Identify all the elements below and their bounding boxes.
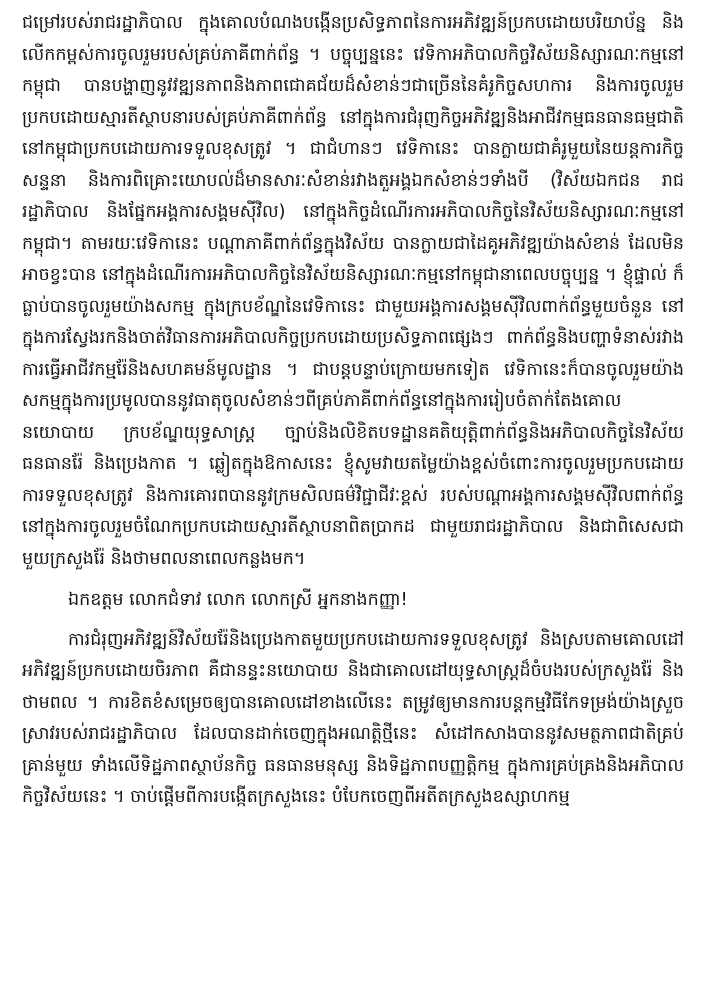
salutation-line: ឯកឧត្តម លោកជំទាវ លោក លោកស្រី អ្នកនាងកញ្ញា! [68, 590, 408, 610]
body-paragraph-2: ការជំរុញអភិវឌ្ឍន៍វិស័យរ៉ែនិងប្រេងកាតមួយប្រកបដោយការទទួលខុសត្រូវ និងស្របតាមគោលដៅអភិវឌ្ឍន៍ប្រកបដោយចិរភាព គឺជានន្ទះនយោបាយ និងជាគោលដៅយុទ្ធសាស្ត្រដ៏ចំបងរបស់ក្រសួងរ៉ែ និងថាមពល ។ ការខិតខំសម្រេចឲ្យបានគោលដៅខាងលើនេះ តម្រូវឲ្យមានការបន្តកម្មវិធីកែទម្រង់យ៉ាងស្រួចស្រាវរបស់រាជរដ្ឋាភិបាល ដែលបានដាក់ចេញក្នុងអណត្តិថ្មីនេះ សំដៅកសាងបាននូវសមត្ថភាពជាតិគ្រប់គ្រាន់មួយ ទាំងលើទិដ្ឋភាពស្ថាប័នកិច្ច ធនធានមនុស្ស និងទិដ្ឋភាពបញ្ញត្តិកម្ម ក្នុងការគ្រប់គ្រងនិងអភិបាលកិច្ចវិស័យនេះ ។ ចាប់ផ្តើមពីការបង្កើតក្រសួងនេះ បំបែកចេញពីអតីតក្រសួងឧស្សាហកម្ម [22, 629, 684, 807]
body-paragraph-1: ជម្រៅរបស់រាជរដ្ឋាភិបាល ក្នុងគោលបំណងបង្កើនប្រសិទ្ធភាពនៃការអភិវឌ្ឍន៍ប្រកបដោយបរិយាប័ន្ន និងលើកកម្ពស់ការចូលរួមរបស់គ្រប់ភាគីពាក់ព័ន្ធ ។ បច្ចុប្បន្ននេះ វេទិកាអភិបាលកិច្ចវិស័យនិស្សារណៈកម្មនៅកម្ពុជា បានបង្ហាញនូវវឌ្ឍនភាពនិងភាពជោគជ័យដ៏សំខាន់ៗជាច្រើននៃគំរូកិច្ចសហការ និងការចូលរួមប្រកបដោយស្មារតីស្ថាបនារបស់គ្រប់ភាគីពាក់ព័ន្ធ នៅក្នុងការជំរុញកិច្ចអភិវឌ្ឍនិងអាជីវកម្មធនធានធម្មជាតិនៅកម្ពុជាប្រកបដោយការទទួលខុសត្រូវ ។ ជាជំហានៗ វេទិកានេះ បានក្លាយជាគំរូមួយនៃយន្តការកិច្ចសន្ទនា និងការពិគ្រោះយោបល់ដ៏មានសារៈសំខាន់រវាងតួអង្គឯកសំខាន់ៗទាំងបី (វិស័យឯកជន រាជរដ្ឋាភិបាល និងផ្នែកអង្គការសង្គមស៊ីវិល) នៅក្នុងកិច្ចដំណើរការអភិបាលកិច្ចនៃវិស័យនិស្សារណៈកម្មនៅកម្ពុជា។ តាមរយៈវេទិកានេះ បណ្តាភាគីពាក់ព័ន្ធក្នុងវិស័យ បានក្លាយជាដៃគូអភិវឌ្ឍយ៉ាងសំខាន់ ដែលមិនអាចខ្វះបាន នៅក្នុងដំណើរការអភិបាលកិច្ចនៃវិស័យនិស្សារណៈកម្មនៅកម្ពុជានាពេលបច្ចុប្បន្ន ។ ខ្ញុំផ្ទាល់ ក៏ធ្លាប់បានចូលរួមយ៉ាងសកម្ម ក្នុងក្របខ័ណ្ឌនៃវេទិកានេះ ជាមួយអង្គការសង្គមស៊ីវិលពាក់ព័ន្ធមួយចំនួន នៅក្នុងការស្វែងរកនិងចាត់វិធានការអភិបាលកិច្ចប្រកបដោយប្រសិទ្ធភាពផ្សេងៗ ពាក់ព័ន្ធនិងបញ្ហាទំនាស់រវាងការធ្វើអាជីវកម្មរ៉ែនិងសហគមន៍មូលដ្ឋាន ។ ជាបន្តបន្ទាប់ក្រោយមកទៀត វេទិកានេះក៏បានចូលរួមយ៉ាងសកម្មក្នុងការប្រមូលបាននូវធាតុចូលសំខាន់ៗពីគ្រប់ភាគីពាក់ព័ន្ធនៅក្នុងការរៀបចំតាក់តែងគោលនយោបាយ ក្របខ័ណ្ឌយុទ្ធសាស្ត្រ ច្បាប់និងលិខិតបទដ្ឋានគតិយុត្តិពាក់ព័ន្ធនិងអភិបាលកិច្ចនៃវិស័យធនធានរ៉ែ និងប្រេងកាត ។ ឆ្លៀតក្នុងឱកាសនេះ ខ្ញុំសូមវាយតម្លៃយ៉ាងខ្ពស់ចំពោះការចូលរួមប្រកបដោយការទទួលខុសត្រូវ និងការគោរពបាននូវក្រមសិលធម៌វិជ្ជាជីវៈខ្ពស់ របស់បណ្តាអង្គការសង្គមស៊ីវិលពាក់ព័ន្ធ នៅក្នុងការចូលរួមចំណែកប្រកបដោយស្មារតីស្ថាបនាពិតប្រាកដ ជាមួយរាជរដ្ឋាភិបាល និងជាពិសេសជាមួយក្រសួងរ៉ែ និងថាមពលនាពេលកន្លងមក។ [22, 13, 684, 569]
